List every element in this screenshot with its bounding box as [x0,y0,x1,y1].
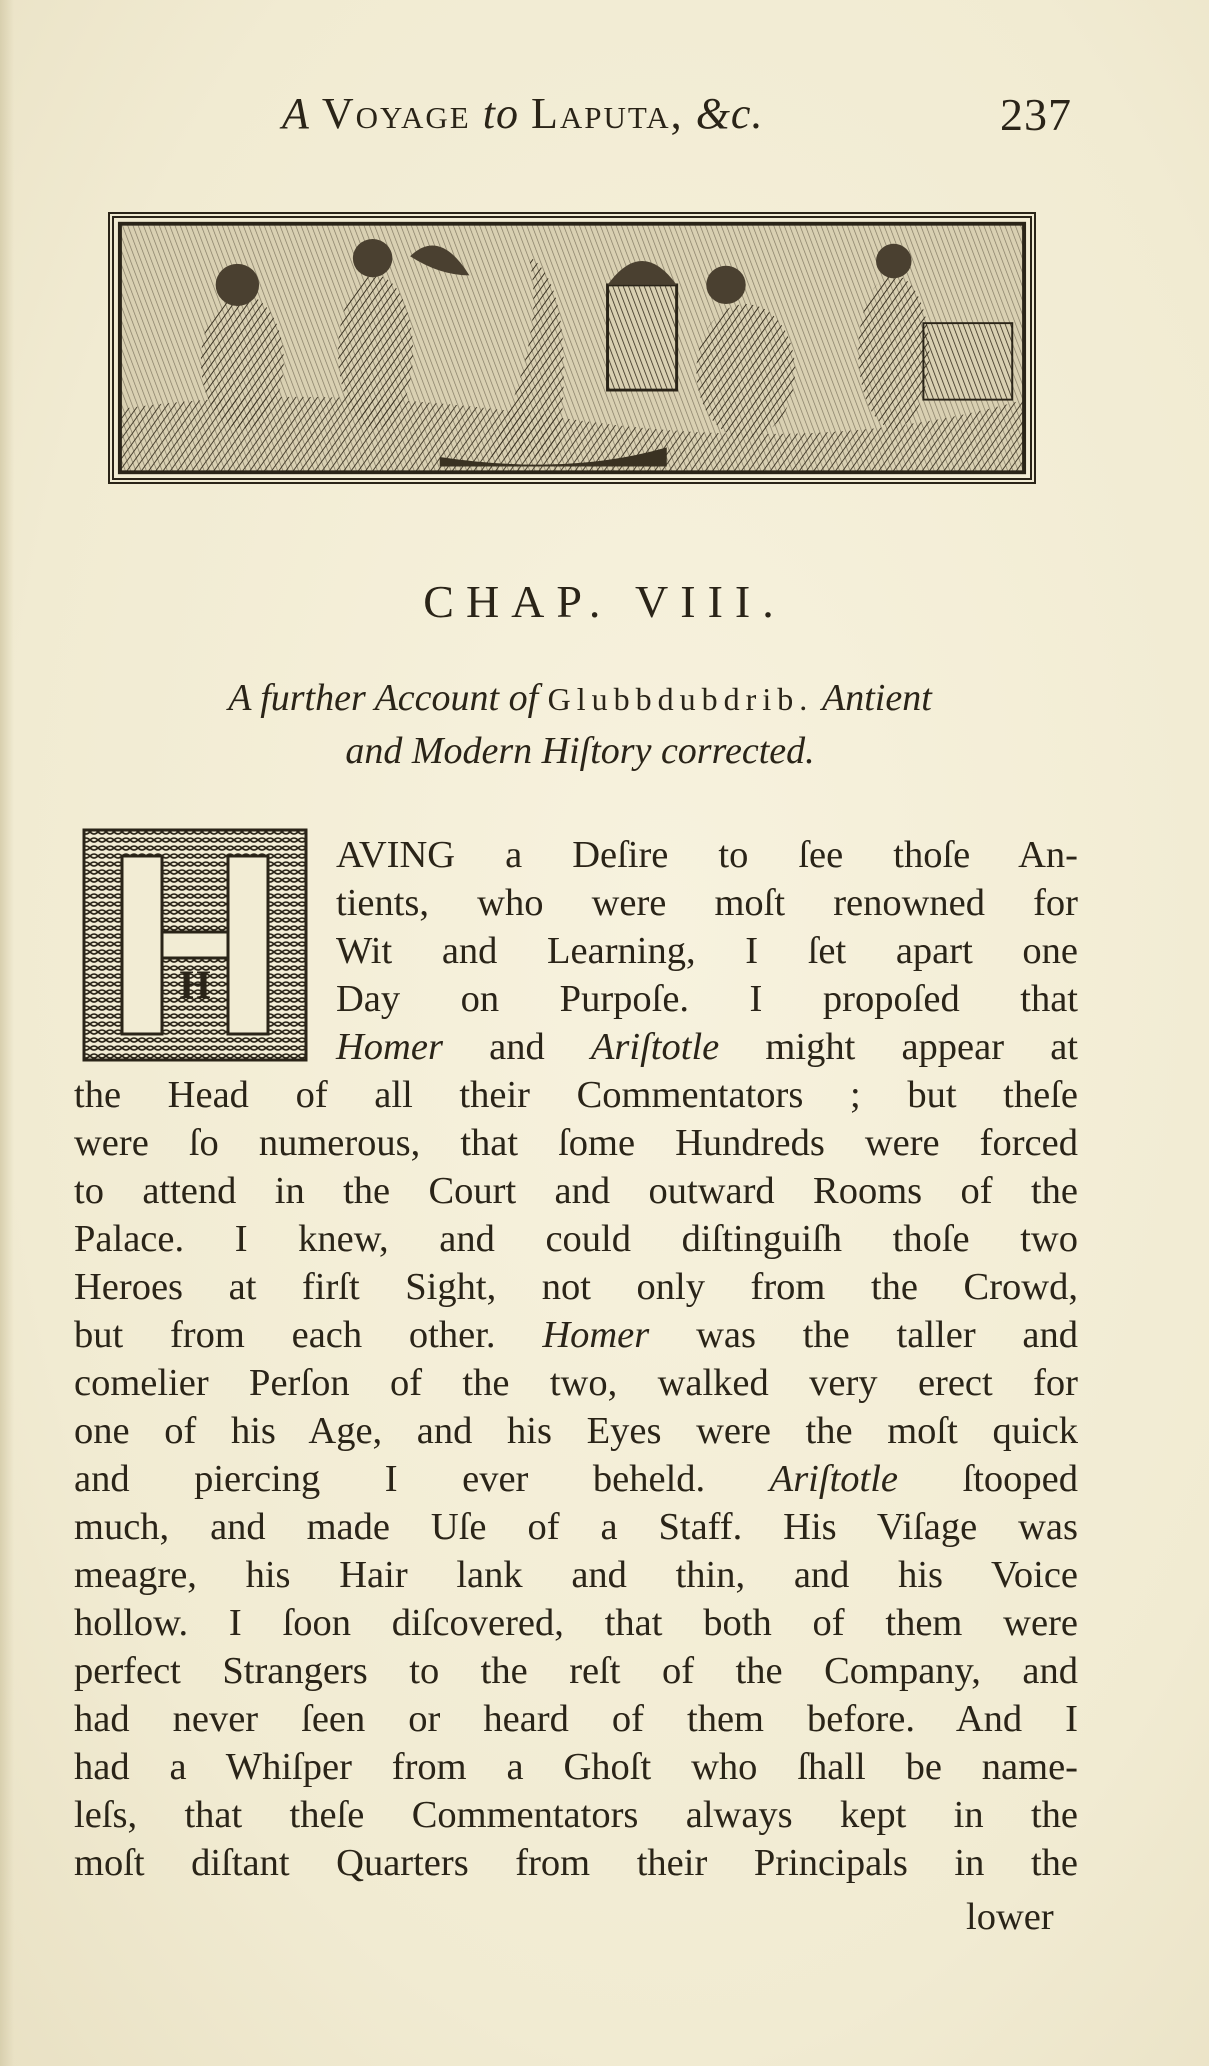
body-line-17: hollow. I ſoon diſcovered, that both of them were [74,1602,1078,1644]
body-line-14 [74,1457,1078,1501]
body-line-6: the Head of all their Commentators ; but theſe [74,1074,1078,1116]
page-number: 237 [1000,89,1072,140]
woodcut-headpiece [108,212,1036,484]
name-aristotle-2: Ariſtotle [769,1458,898,1500]
body-line-19: had never ſeen or heard of them before. And I [74,1698,1078,1740]
line14-tail: ſtooped [962,1458,1079,1500]
body-line-18: perfect Strangers to the reſt of the Company, and [74,1650,1078,1692]
running-head [282,88,1082,139]
page-gutter [0,0,14,2066]
ornamental-drop-cap [82,828,308,1062]
body-line-2: tients, who were moſt renowned for [336,882,1078,924]
word-and: and [489,1026,545,1068]
body-line-3: Wit and Learning, I ſet apart one [336,930,1078,972]
summary-line-2: and Modern Hiſtory corrected. [345,730,815,772]
running-head-voyage: Voyage [321,89,471,138]
body-line-13: one of his Age, and his Eyes were the moſt quick [74,1410,1078,1452]
line11-tail: was the taller and [696,1314,1079,1356]
chapter-heading: CHAP. VIII. [423,576,786,627]
summary-line1-a: A further Account of [228,677,539,719]
line11-head: but from each other. [74,1314,496,1356]
running-head-etc: &c. [695,89,764,138]
summary-line-1 [80,672,1080,725]
body-line-10: Heroes at firſt Sight, not only from the Crowd, [74,1266,1078,1308]
body-line-15: much, and made Uſe of a Staff. His Viſage was [74,1506,1078,1548]
body-line-5 [336,1025,1078,1069]
name-homer-2: Homer [542,1314,650,1356]
name-homer: Homer [336,1026,443,1068]
body-line-16: meagre, his Hair lank and thin, and his Voice [74,1554,1078,1596]
body-line-21: leſs, that theſe Commentators always kept in the [74,1794,1078,1836]
body-line-20: had a Whiſper from a Ghoſt who ſhall be name- [74,1746,1078,1788]
body-line-7: were ſo numerous, that ſome Hundreds were forced [74,1122,1078,1164]
line5-tail: might appear at [765,1026,1079,1068]
body-line-9: Palace. I knew, and could diſtinguiſh thoſe two [74,1218,1078,1260]
name-aristotle: Ariſtotle [590,1026,720,1068]
body-line-11 [74,1313,1078,1357]
body-line-12: comelier Perſon of the two, walked very erect for [74,1362,1078,1404]
body-line-8: to attend in the Court and outward Rooms of the [74,1170,1078,1212]
catchword: lower [966,1896,1054,1938]
line14-head: and piercing I ever beheld. [74,1458,706,1500]
summary-line1-c: Antient [822,677,932,719]
running-head-a: A [282,89,310,138]
running-head-laputa: Laputa, [530,89,684,138]
body-line-22: moſt diſtant Quarters from their Principals in the [74,1842,1078,1884]
summary-place-name: Glubbdubdrib. [547,681,814,717]
body-line-1: AVING a Deſire to ſee thoſe An- [336,834,1078,876]
drop-cap-letter: H [179,962,211,1007]
running-head-to: to [482,89,519,138]
chapter-summary [80,672,1080,777]
body-line-4: Day on Purpoſe. I propoſed that [336,978,1078,1020]
